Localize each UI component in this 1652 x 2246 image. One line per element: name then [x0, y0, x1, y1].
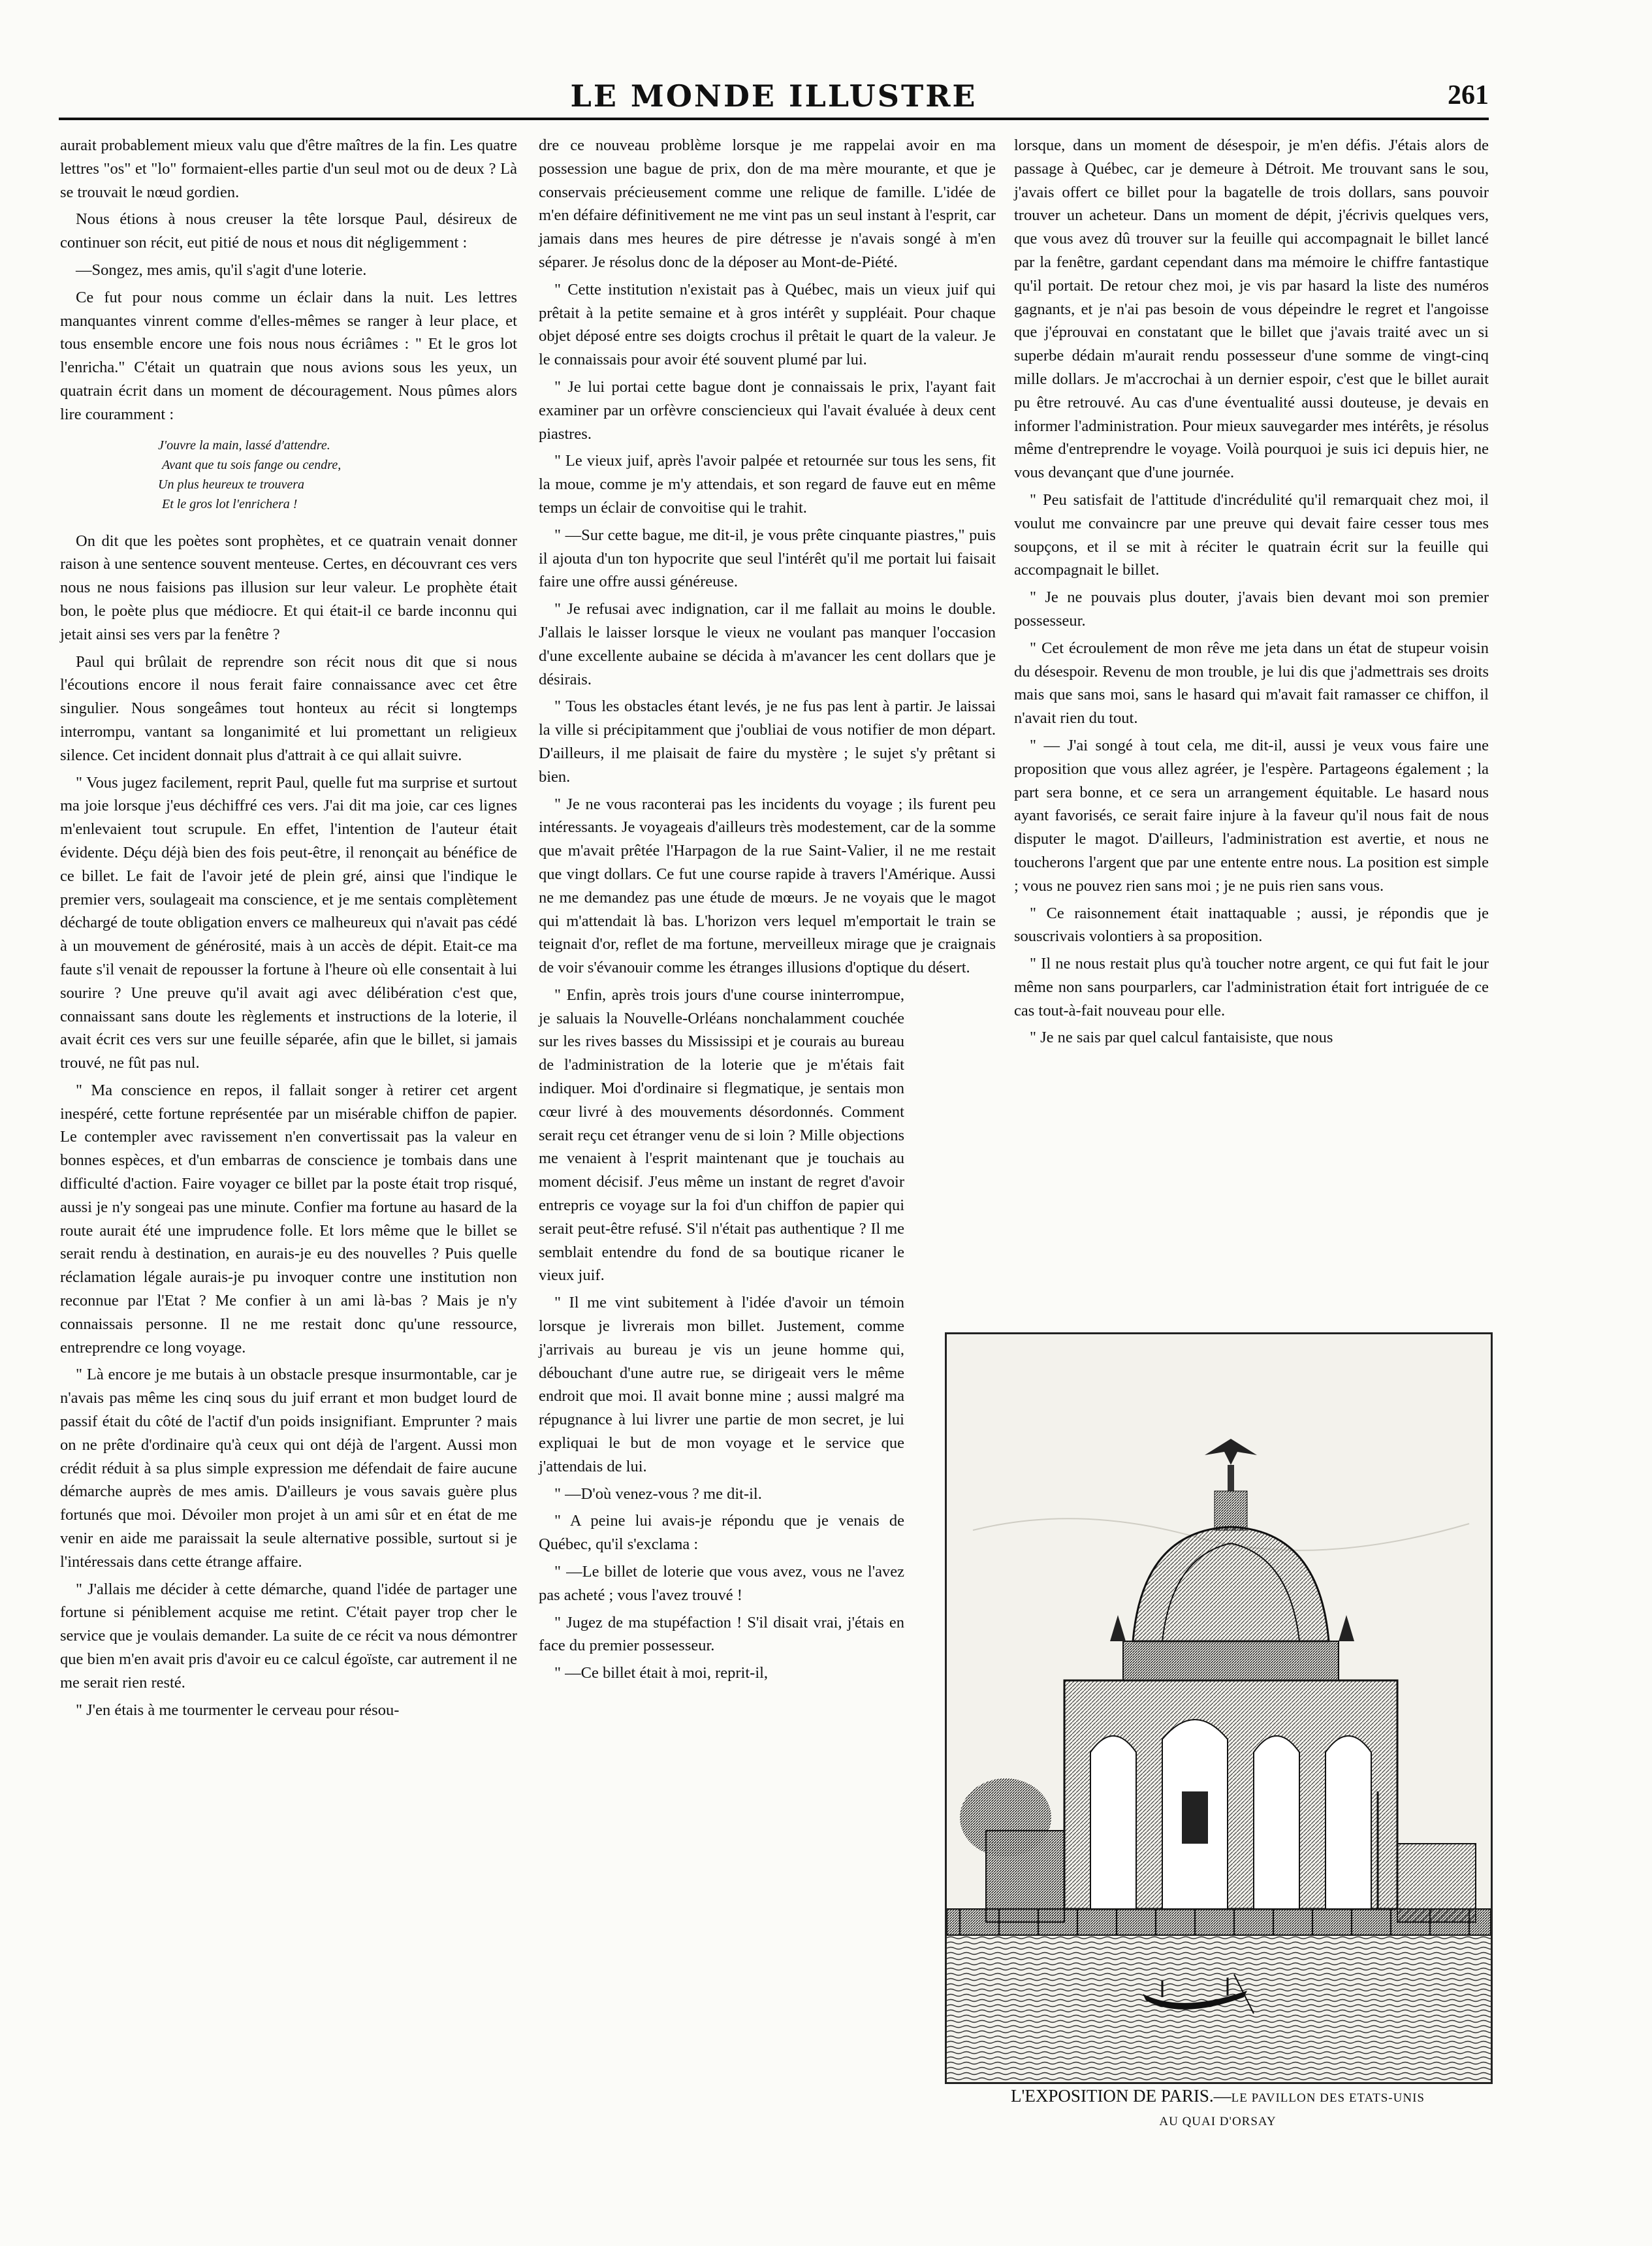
paragraph: " Le vieux juif, après l'avoir palpée et retournée sur tous les sens, fit la moue, comme je m'y attendais, et son regard de fauve eut en même temps un éclair de convoitise qui le trahit.: [539, 452, 996, 517]
paragraph: " —D'où venez-vous ? me dit-il.: [554, 1484, 762, 1503]
paragraph: " Il me vint subitement à l'idée d'avoir un témoin lorsque je livrerais mon billet. Justement, comme j'arrivais au bureau je vis un jeune homme qui, débouchant d'une autre rue, se dirigeait vers le même endroit que moi. Il avait bonne mine ; aussi malgré ma répugnance à lui livrer une partie de mon secret, je lui expliquai le but de mon voyage et le service que j'attendais de lui.: [539, 1294, 904, 1475]
paragraph: " Peu satisfait de l'attitude d'incrédulité qu'il remarquait chez moi, il voulut me convaincre par une preuve qui devait faire cesser tous mes soupçons, et il se mit à réciter le quatrain écrit sur la feuille qui accompagnait le billet.: [1014, 490, 1489, 579]
paragraph: " Je ne vous raconterai pas les incidents du voyage ; ils furent peu intéressants. Je voyageais d'ailleurs très modestement, car de la somme que m'avait prêtée l'Harpagon de la rue Saint-Valier, il ne me restait que vingt dollars. Ce fut une course rapide à travers l'Amérique. Aussi ne me demandez pas une étude de mœurs. Je ne voyais que le magot qui m'attendait là bas. L'horizon vers lequel m'emportait le train se teignait d'or, reflet de ma fortune, merveilleux mirage que je craignais de voir s'évanouir comme les étranges illusions d'optique du désert.: [539, 795, 996, 977]
pavilion-illustration: [947, 1334, 1491, 2082]
paragraph: " Ce raisonnement était inattaquable ; aussi, je répondis que je souscrivais volontiers à sa proposition.: [1014, 904, 1489, 946]
paragraph: On dit que les poètes sont prophètes, et ce quatrain venait donner raison à une sentence souvent menteuse. Certes, en découvrant ces vers nous ne nous faisions pas illusion sur leur valeur. Le prophète était bon, le poète plus que médiocre. Et qui était-il ce barde inconnu qui jetait ainsi ses vers par la fenêtre ?: [60, 532, 517, 643]
paragraph: " Ma conscience en repos, il fallait songer à retirer cet argent inespéré, cette fortune représentée par un misérable chiffon de papier. Le contempler avec ravissement n'en convertissait pas la valeur en bonnes espèces, et d'un embarras de conscience je tombais dans une difficulté d'action. Faire voyager ce billet par la poste était trop risqué, aussi je n'y songeai pas une minute. Confier ma fortune au hasard de la route aurait été une imprudence folle. Et lors même que le billet se serait rendu à destination, en aurais-je eu des nouvelles ? Puis quelle réclamation légale aurais-je pu invoquer contre une institution non reconnue par l'Etat ? Me confier à un ami là-bas ? Mais je n'y connaissais personne. Il ne me restait donc qu'une ressource, entreprendre ce long voyage.: [60, 1081, 517, 1356]
paragraph: Nous étions à nous creuser la tête lorsque Paul, désireux de continuer son récit, eut pitié de nous et nous dit négligemment :: [60, 210, 517, 252]
paragraph: " Enfin, après trois jours d'une course ininterrompue, je saluais la Nouvelle-Orléans nonchalamment couchée sur les rives basses du Mississipi et je courais au bureau de l'administration de la loterie que je m'étais fait indiquer. Moi d'ordinaire si flegmatique, je sentais mon cœur livré à des mouvements désordonnés. Comment serait reçu cet étranger venu de si loin ? Mille objections me venaient à l'esprit maintenant que je touchais au moment décisif. J'eus même un instant de regret d'avoir entrepris ce voyage sur la foi d'un chiffon de papier qui serait peut-être refusé. S'il n'était pas authentique ? Il me semblait entendre du fond de sa boutique ricaner le vieux juif.: [539, 986, 904, 1285]
poem-line: Un plus heureux te trouvera: [158, 477, 305, 492]
paragraph: " — J'ai songé à tout cela, me dit-il, aussi je veux vous faire une proposition que vous allez agréer, je l'espère. Partageons également ; la part sera bonne, et ce sera un arrangement équitable. Le hasard nous ayant favorisés, ce serait faire injure à la faveur qu'il nous fait de nous disputer le magot. D'ailleurs, l'administration est avertie, et nous ne toucherons l'argent que par une entente entre nous. La position est simple ; vous ne pouvez rien sans moi ; je ne puis rien sans vous.: [1014, 736, 1489, 895]
quatrain: [158, 436, 517, 514]
poem-line: J'ouvre la main, lassé d'attendre.: [158, 438, 330, 453]
paragraph: Paul qui brûlait de reprendre son récit nous dit que si nous l'écoutions encore il nous ferait faire connaissance avec cet être singulier. Nous songeâmes tout honteux au récit si longtemps interrompu, vantant sa longanimité et lui promettant un religieux silence. Cet incident donnait plus d'attrait à ce qui allait suivre.: [60, 652, 517, 764]
paragraph: " J'allais me décider à cette démarche, quand l'idée de partager une fortune si péniblement acquise me retint. C'était payer trop cher le service que je voulais demander. La suite de ce récit va nous démontrer que bien m'en avait pris d'avoir eu ce calcul égoïste, car autrement il ne me serait rien resté.: [60, 1580, 517, 1692]
paragraph: " Je ne sais par quel calcul fantaisiste, que nous: [1030, 1029, 1333, 1047]
page-number: 261: [1448, 80, 1489, 110]
paragraph: " Je ne pouvais plus douter, j'avais bien devant moi son premier possesseur.: [1014, 588, 1489, 630]
paragraph: dre ce nouveau problème lorsque je me rappelai avoir en ma possession une bague de prix, don de ma mère mourante, et que je conservais précieusement comme une relique de famille. L'idée de m'en défaire définitivement ne me vint pas un seul instant à l'esprit, car jamais dans mes heures de pire détresse je n'avais songé à m'en séparer. Je résolus donc de la déposer au Mont-de-Piété.: [539, 136, 996, 271]
paragraph: " —Sur cette bague, me dit-il, je vous prête cinquante piastres," puis il ajouta d'un ton hypocrite que seul l'intérêt qu'il me portait lui faisait faire une offre aussi généreuse.: [539, 526, 996, 591]
paragraph: " J'en étais à me tourmenter le cerveau pour résou-: [76, 1701, 400, 1719]
paragraph: " Je refusai avec indignation, car il me fallait au moins le double. J'allais le laisser lorsque le vieux ne voulant pas manquer l'occasion d'une excellente aubaine se décida à m'avancer les cent dollars que je désirais.: [539, 600, 996, 688]
paragraph: " Vous jugez facilement, reprit Paul, quelle fut ma surprise et surtout ma joie lorsque j'eus déchiffré ces vers. J'ai dit ma joie, car ces lignes m'enlevaient tout scrupule. En effet, l'intention de l'auteur était évidente. Déçu déjà bien des fois peut-être, il renonçait au bénéfice de ce billet. Le fait de l'avoir jeté de plein gré, ainsi que l'indique le premier vers, soulageait ma conscience, et je me sentais complètement déchargé de toute obligation envers ce malheureux qui n'avait pas cédé à un mouvement de générosité, mais à un accès de dépit. Etait-ce ma faute s'il venait de repousser la fortune à l'heure où elle consentait à lui sourire ? Une preuve qu'il avait agi avec délibération c'est que, connaissant sans doute les règlements et instructions de la loterie, il avait écrit ces vers sur une feuille séparée, afin que le billet, si jamais trouvé, ne fût pas nul.: [60, 773, 517, 1072]
paragraph: " A peine lui avais-je répondu que je venais de Québec, qu'il s'exclama :: [539, 1512, 904, 1554]
paragraph: " Il ne nous restait plus qu'à toucher notre argent, ce qui fut fait le jour même non sans pourparlers, car l'administration était fort intriguée de ce cas tout-à-fait nouveau pour elle.: [1014, 955, 1489, 1019]
paragraph: " Cette institution n'existait pas à Québec, mais un vieux juif qui prêtait à la petite semaine et à gros intérêt y suppléait. Pour chaque objet déposé entre ses doigts crochus il prêtait le quart de la valeur. Je le connaissais pour avoir été souvent plumé par lui.: [539, 280, 996, 369]
paragraph: lorsque, dans un moment de désespoir, je m'en défis. J'étais alors de passage à Québec, car je demeure à Détroit. Me trouvant sans le sou, j'avais offert ce billet pour la bagatelle de trois dollars, sans pouvoir trouver un acheteur. Dans un moment de dépit, j'écrivis quelques vers, que vous avez dû trouver sur la feuille qui accompagnait le billet lancé par la fenêtre, gardant cependant dans ma mémoire le chiffre fantastique qu'il portait. De retour chez moi, je vis par hasard la liste des numéros gagnants, et je n'ai pas besoin de vous dépeindre le regret et l'angoisse que j'éprouvai en constatant que le billet que j'avais traité avec un si superbe dédain m'aurait rendu possesseur d'une somme de vingt-cinq mille dollars. Je m'accrochai à un dernier espoir, c'est que le billet aurait pu être retrouvé. Au cas d'une éventualité aussi douteuse, je devais en informer l'administration. Pour mieux sauvegarder mes intérêts, je résolus même d'entreprendre le voyage. Voilà pourquoi je suis ici depuis hier, ne vous devançant que d'une journée.: [1014, 136, 1489, 482]
header-rule: [59, 118, 1489, 120]
paragraph: " —Le billet de loterie que vous avez, vous ne l'avez pas acheté ; vous l'avez trouvé !: [539, 1563, 904, 1604]
pavilion-engraving: [945, 1332, 1493, 2084]
paragraph: —Songez, mes amis, qu'il s'agit d'une loterie.: [76, 261, 367, 279]
paragraph: aurait probablement mieux valu que d'être maîtres de la fin. Les quatre lettres "os" et "lo" formaient-elles partie d'un seul mot ou de deux ? Là se trouvait le nœud gordien.: [60, 136, 517, 201]
paragraph: Ce fut pour nous comme un éclair dans la nuit. Les lettres manquantes vinrent comme d'elles-mêmes se ranger à leur place, et tous ensemble encore une fois nous nous écriâmes : " Et le gros lot l'enricha." C'était un quatrain que nous avions sous les yeux, un quatrain écrit dans un moment de découragement. Nous pûmes alors lire couramment :: [60, 288, 517, 423]
paragraph: " Cet écroulement de mon rêve me jeta dans un état de stupeur voisin du désespoir. Revenu de mon trouble, je lui dis que j'admettrais ses droits mais que sans moi, sans le hasard qui m'avait fait ramasser ce chiffon, il n'avait rien du tout.: [1014, 639, 1489, 728]
caption-rest: LE PAVILLON DES ETATS-UNIS: [1231, 2091, 1425, 2105]
caption-main: L'EXPOSITION DE PARIS.—: [1011, 2086, 1231, 2106]
paragraph: " Tous les obstacles étant levés, je ne fus pas lent à partir. Je laissai la ville si précipitamment que j'oubliai de vous notifier de mon départ. D'ailleurs, il me plaisait de faire du mystère ; le sujet s'y prêtant si bien.: [539, 698, 996, 786]
poem-line: Avant que tu sois fange ou cendre,: [162, 457, 342, 472]
poem-line: Et le gros lot l'enrichera !: [162, 496, 298, 511]
figure-caption: [940, 2085, 1495, 2132]
page-header: [59, 78, 1489, 118]
column-2: [539, 134, 996, 1689]
caption-line2: AU QUAI D'ORSAY: [1159, 2115, 1277, 2128]
paragraph: " Jugez de ma stupéfaction ! S'il disait vrai, j'étais en face du premier possesseur.: [539, 1613, 904, 1655]
paragraph: " Là encore je me butais à un obstacle presque insurmontable, car je n'avais pas même les cinq sous du juif errant et mon budget lourd de passif était du côté de l'actif d'un poids insignifiant. Emprunter ? mais on ne prête d'ordinaire qu'à ceux qui ont déjà de l'argent. Aussi mon crédit réduit à sa plus simple expression me défendait de faire aucune démarche auprès de mes amis. D'ailleurs je vous savais guère plus fortunés que moi. Dévoiler mon projet à un ami sûr et en état de me venir en aide me paraissait la seule alternative possible, surtout si je l'intéressais dans cette étrange affaire.: [60, 1366, 517, 1571]
column-3: [1014, 134, 1489, 1053]
masthead: LE MONDE ILLUSTRE: [570, 78, 977, 114]
paragraph: " Je lui portai cette bague dont je connaissais le prix, l'ayant fait examiner par un orfèvre consciencieux qui l'avait évaluée à deux cent piastres.: [539, 377, 996, 443]
column-1: [60, 134, 517, 1725]
paragraph: " —Ce billet était à moi, reprit-il,: [554, 1664, 769, 1682]
